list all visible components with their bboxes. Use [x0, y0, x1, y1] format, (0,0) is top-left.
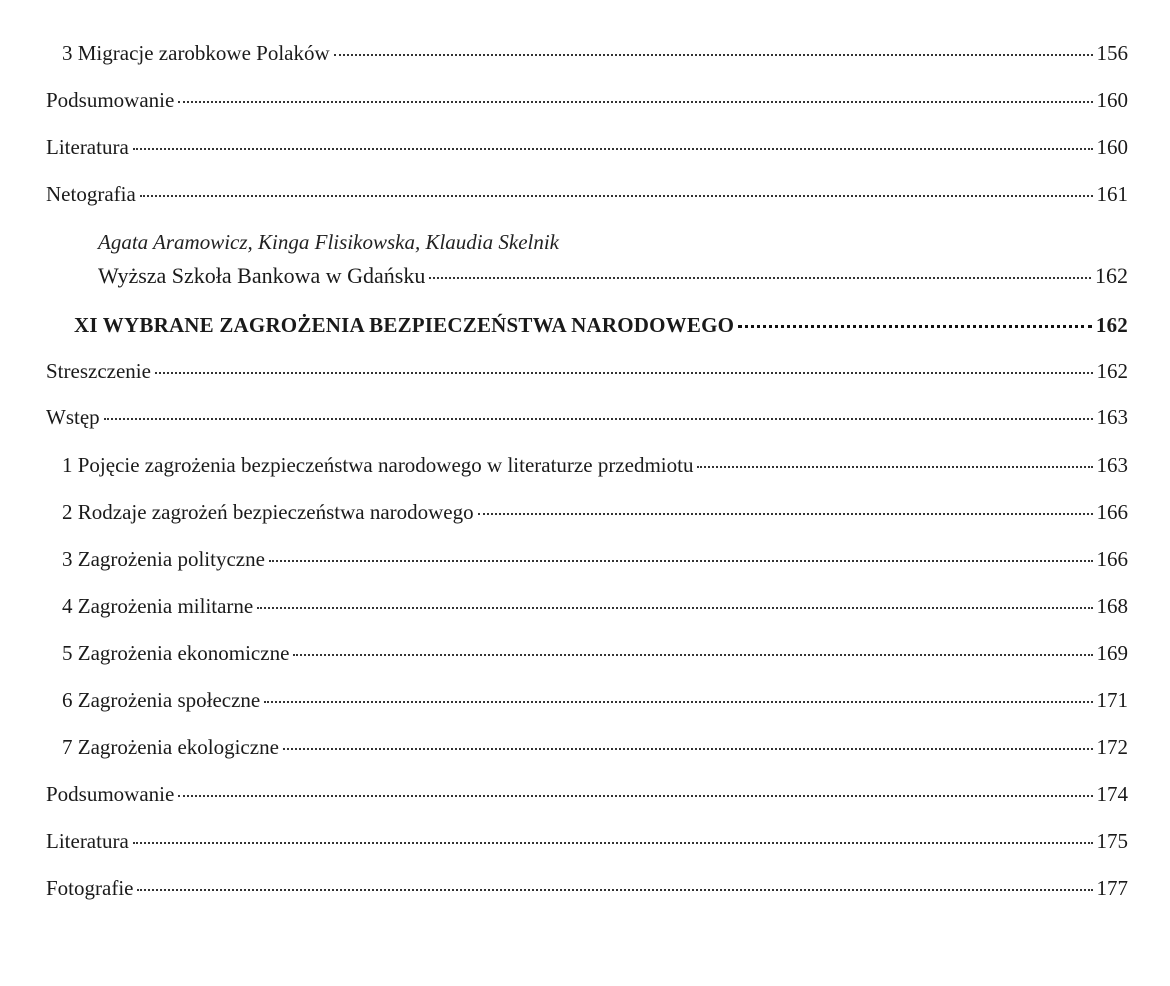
toc-leader-dots [429, 255, 1091, 279]
toc-entry-institution[interactable] [98, 259, 1128, 291]
toc-entry-title: Streszczenie [46, 359, 151, 383]
toc-entry-title: Fotografie [46, 876, 134, 900]
toc-entry-page: 162 [1095, 263, 1128, 288]
toc-entry-page: 163 [1096, 405, 1128, 429]
toc-entry-page: 166 [1096, 547, 1128, 571]
toc-leader-dots [283, 726, 1093, 750]
toc-leader-dots [140, 173, 1093, 197]
toc-leader-dots [269, 538, 1093, 562]
toc-entry-title: Literatura [46, 829, 129, 853]
toc-leader-dots [133, 126, 1093, 150]
toc-entry[interactable] [46, 824, 1128, 856]
toc-entry[interactable] [46, 130, 1128, 162]
toc-entry[interactable] [62, 589, 1128, 621]
toc-entry[interactable] [46, 177, 1128, 209]
toc-leader-dots [178, 773, 1092, 797]
toc-entry[interactable] [46, 400, 1128, 432]
toc-entry-page: 162 [1096, 359, 1128, 383]
toc-leader-dots [178, 79, 1092, 103]
toc-entry-page: 160 [1096, 88, 1128, 112]
toc-leader-dots [155, 350, 1093, 374]
toc-leader-dots [738, 303, 1092, 328]
toc-entry-title: 3 Migracje zarobkowe Polaków [62, 41, 330, 65]
toc-entry-page: 156 [1096, 41, 1128, 65]
toc-entry-title: 6 Zagrożenia społeczne [62, 688, 261, 712]
toc-leader-dots [697, 444, 1092, 468]
toc-entry-page: 161 [1096, 182, 1128, 206]
toc-leader-dots [104, 396, 1093, 420]
toc-entry-title: 1 Pojęcie zagrożenia bezpieczeństwa narodowego w literaturze przedmiotu [62, 453, 694, 477]
toc-entry-title: Podsumowanie [46, 88, 175, 112]
toc-entry-title: XI WYBRANE ZAGROŻENIA BEZPIECZEŃSTWA NARODOWEGO [74, 313, 735, 337]
toc-entry-title: Wyższa Szkoła Bankowa w Gdańsku [98, 263, 426, 288]
toc-entry[interactable] [62, 542, 1128, 574]
toc-entry-page: 163 [1096, 453, 1128, 477]
toc-entry-page: 175 [1096, 829, 1128, 853]
toc-entry-page: 168 [1096, 594, 1128, 618]
toc-entry-page: 169 [1096, 641, 1128, 665]
toc-entry[interactable] [62, 495, 1128, 527]
toc-leader-dots [264, 679, 1092, 703]
toc-entry[interactable] [62, 36, 1128, 68]
toc-leader-dots [293, 632, 1092, 656]
toc-chapter-heading[interactable] [74, 307, 1128, 339]
toc-entry-title: Wstęp [46, 405, 100, 429]
toc-entry-title: 5 Zagrożenia ekonomiczne [62, 641, 290, 665]
toc-entry-page: 177 [1096, 876, 1128, 900]
toc-entry[interactable] [46, 871, 1128, 903]
toc-leader-dots [257, 585, 1092, 609]
toc-entry[interactable] [62, 683, 1128, 715]
toc-entry-title: 4 Zagrożenia militarne [62, 594, 254, 618]
toc-entry-title: Netografia [46, 182, 136, 206]
toc-leader-dots [137, 867, 1092, 891]
toc-entry[interactable] [62, 636, 1128, 668]
toc-entry[interactable] [62, 448, 1128, 480]
toc-entry-page: 174 [1096, 782, 1128, 806]
toc-entry-title: Podsumowanie [46, 782, 175, 806]
toc-entry[interactable] [46, 354, 1128, 386]
toc-entry[interactable] [46, 83, 1128, 115]
toc-entry-page: 172 [1096, 735, 1128, 759]
toc-entry[interactable] [62, 730, 1128, 762]
toc-entry[interactable] [46, 777, 1128, 809]
toc-entry-title: Literatura [46, 135, 129, 159]
toc-entry-page: 160 [1096, 135, 1128, 159]
toc-entry-title: 7 Zagrożenia ekologiczne [62, 735, 279, 759]
toc-leader-dots [478, 491, 1093, 515]
toc-entry-page: 162 [1095, 313, 1128, 337]
toc-entry-title: 3 Zagrożenia polityczne [62, 547, 265, 571]
chapter-authors: Agata Aramowicz, Kinga Flisikowska, Klaudia Skelnik [98, 230, 560, 254]
toc-entry-page: 171 [1096, 688, 1128, 712]
toc-leader-dots [133, 820, 1093, 844]
toc-leader-dots [334, 32, 1093, 56]
toc-entry-title: 2 Rodzaje zagrożeń bezpieczeństwa narodowego [62, 500, 474, 524]
toc-entry-page: 166 [1096, 500, 1128, 524]
